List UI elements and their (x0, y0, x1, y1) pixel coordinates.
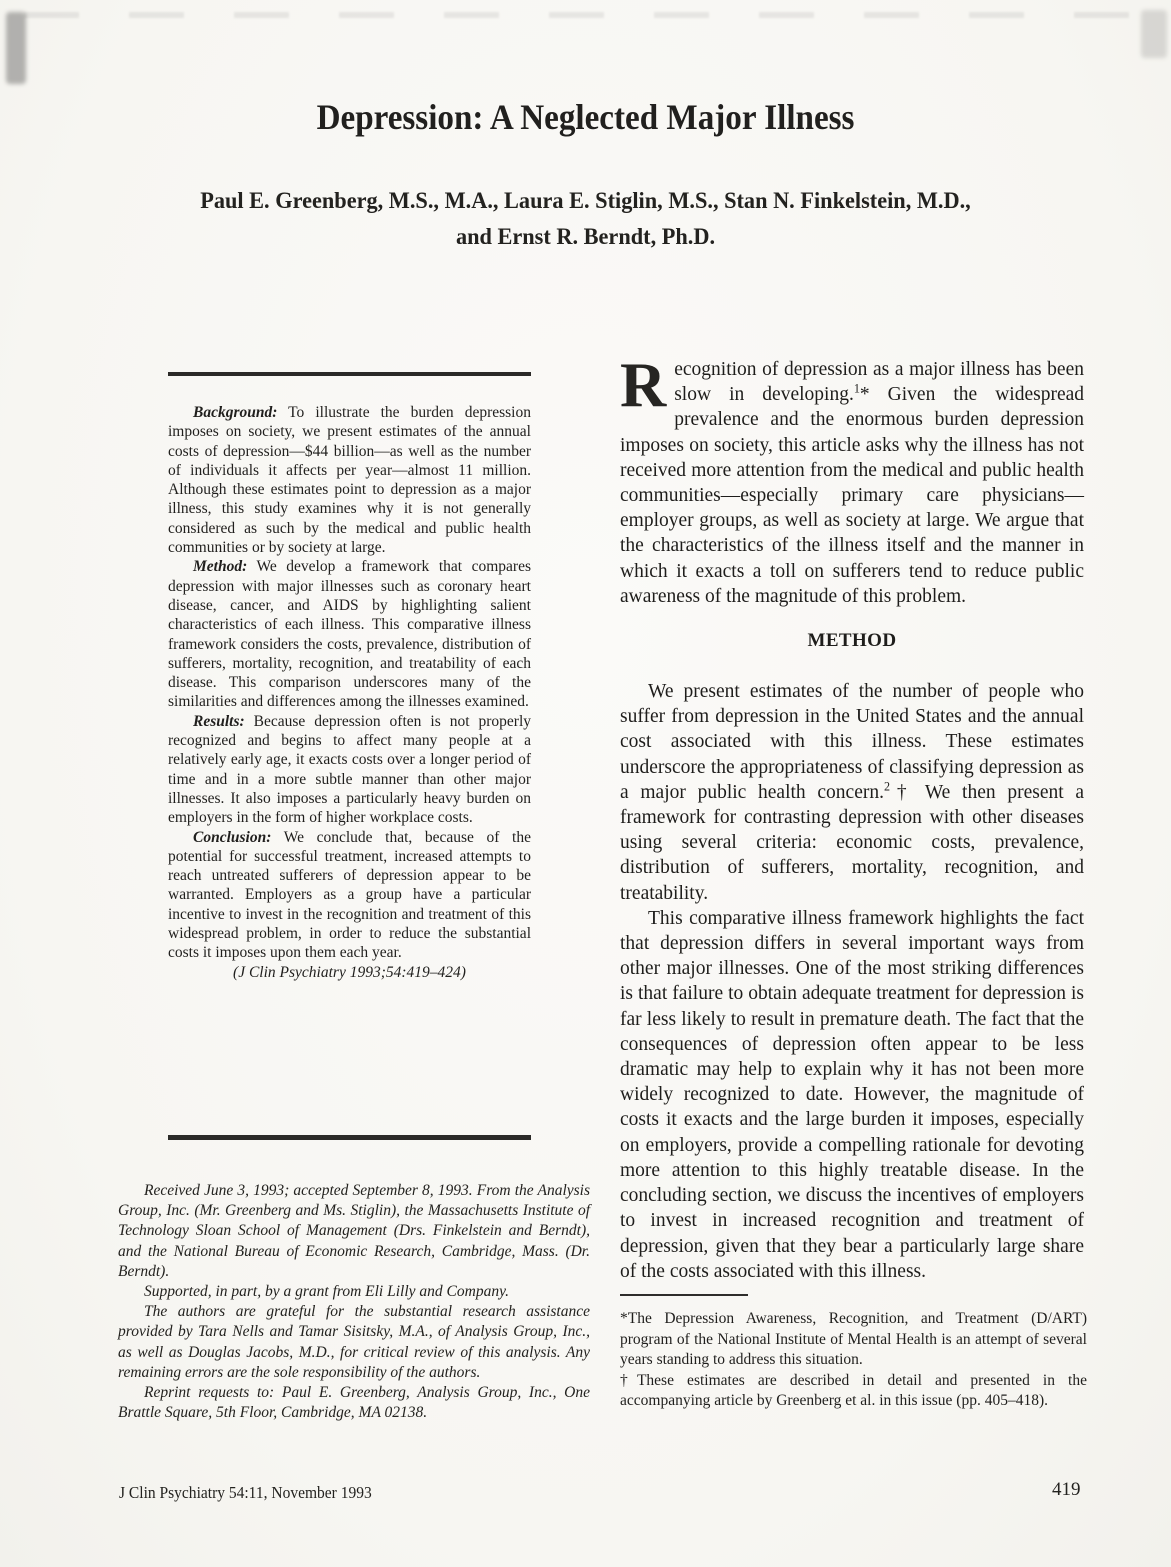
abstract-method-text: We develop a framework that compares depression with major illnesses such as coronary heart disease, cancer, and AIDS by highlighting salient characteristics of each illness. This comparative illness framework considers the costs, prevalence, distribution of sufferers, mortality, recognition, and treatability of each disease. This comparison underscores many of the similarities and differences among the illnesses examined. (168, 558, 531, 711)
scan-artifact-left-smudge (6, 12, 26, 84)
method-section-heading: METHOD (807, 630, 897, 652)
method-paragraph-1-part2: † We then present a framework for contrasting depression with other diseases using several criteria: economic costs, prevalence, distribution of sufferers, mortality, recognition, and treatability. (620, 781, 1085, 904)
footnote-asterisk: *The Depression Awareness, Recognition, and Treatment (D/ART) program of the National Institute of Mental Health is an attempt of several years standing to address this situation. (620, 1310, 1087, 1368)
author-byline-line1: Paul E. Greenberg, M.S., M.A., Laura E. Stiglin, M.S., Stan N. Finkelstein, M.D., (200, 188, 971, 213)
abstract-bottom-rule (168, 1135, 531, 1140)
affiliation-acknowledgments: The authors are grateful for the substantial research assistance provided by Tara Nells and Tamar Sisitsky, M.A., of Analysis Group, Inc., as well as Douglas Jacobs, M.D., for critical review of this analysis. Any remaining errors are the sole responsibility of the authors. (118, 1303, 590, 1381)
abstract-conclusion-paragraph (168, 828, 531, 963)
abstract-column (168, 372, 531, 1142)
intro-paragraph (620, 349, 1085, 609)
footnote-dagger: †These estimates are described in detail and presented in the accompanying article by Greenberg et al. in this issue (pp. 405–418). (620, 1371, 1087, 1409)
abstract-top-rule (168, 372, 531, 376)
abstract-citation: (J Clin Psychiatry 1993;54:419–424) (233, 963, 466, 981)
affiliation-received: Received June 3, 1993; accepted September 8, 1993. From the Analysis Group, Inc. (Mr. Greenberg and Ms. Stiglin), the Massachusetts Institute of Technology Sloan School of Management (Drs. Finkelstein and Berndt), and the National Bureau of Economic Research, Cambridge, Mass. (Dr. Berndt). (118, 1182, 590, 1280)
abstract-results-paragraph (168, 712, 531, 828)
journal-footer-citation: J Clin Psychiatry 54:11, November 1993 (119, 1483, 372, 1502)
abstract-conclusion-text: We conclude that, because of the potential for successful treatment, increased attempts to reach untreated sufferers of depression appear to be warranted. Employers as a group have a particular incentive to invest in the recognition and treatment of this widespread problem, in order to reduce the substantial costs it imposes upon them each year. (168, 828, 531, 962)
abstract-results-text: Because depression often is not properly recognized and begins to affect many people at a relatively early age, it exacts costs over a longer period of time and in a more subtle manner than other major illnesses. It also imposes a particularly heavy burden on employers in the form of higher workplace costs. (168, 712, 531, 827)
abstract-method-paragraph (168, 557, 531, 711)
abstract-background-paragraph (168, 403, 531, 557)
page-number: 419 (1052, 1479, 1081, 1500)
affiliation-supported: Supported, in part, by a grant from Eli Lilly and Company. (144, 1283, 509, 1301)
scan-artifact-right-smudge (1141, 10, 1167, 58)
abstract-results-label: Results: (193, 712, 245, 730)
intro-text-part1: ecognition of depression as a major illness has been slow in developing. (674, 359, 1084, 406)
drop-cap: R (620, 349, 667, 420)
intro-reference-1: 1 (853, 381, 860, 396)
affiliation-footnotes (118, 1181, 590, 1423)
abstract-method-label: Method: (193, 558, 248, 576)
page-title: Depression: A Neglected Major Illness (316, 97, 855, 137)
intro-text-part2: * Given the widespread prevalence and the enormous burden depression imposes on society, this article asks why the illness has not received more attention from the medical and public health communities—especially primary care physicians—employer groups, as well as society at large. We argue that the characteristics of the illness itself and the manner in which it exacts a toll on sufferers tend to reduce public awareness of the magnitude of this problem. (620, 384, 1085, 607)
abstract-background-text: To illustrate the burden depression imposes on society, we present estimates of the annual costs of depression—$44 billion—as well as the number of individuals it affects per year—almost 11 million. Although these estimates point to depression as a major illness, this study examines why it is not generally considered as such by the medical and public health communities or by society at large. (168, 404, 531, 557)
page-footnotes (620, 1294, 1087, 1412)
author-byline-line2: and Ernst R. Berndt, Ph.D. (455, 224, 716, 249)
method-paragraph-1 (620, 679, 1084, 906)
footnote-divider-rule (620, 1294, 748, 1296)
scan-artifact-top-edge (24, 12, 1147, 18)
method-paragraph-1-part1: We present estimates of the number of people who suffer from depression in the United States and the annual cost associated with this illness. These estimates underscore the appropriateness of classifying depression as a major public health concern. (620, 681, 1084, 803)
affiliation-reprint-requests: Reprint requests to: Paul E. Greenberg, Analysis Group, Inc., One Brattle Square, 5th Floor, Cambridge, MA 02138. (118, 1384, 590, 1422)
method-reference-2: 2 (883, 779, 891, 794)
abstract-conclusion-label: Conclusion: (193, 828, 272, 846)
author-byline (18, 183, 1154, 255)
main-text-column (620, 349, 1085, 1284)
abstract-background-label: Background: (193, 404, 278, 421)
method-paragraph-2: This comparative illness framework highlights the fact that depression differs in several important ways from other major illnesses. One of the most striking differences is that failure to obtain adequate treatment for depression is far less likely to result in premature death. The fact that the consequences of depression often appear to be less dramatic may help to explain why it has not been more widely recognized to date. However, the magnitude of costs it exacts and the large burden it imposes, especially on employers, provide a compelling rationale for devoting more attention to this highly treatable disease. In the concluding section, we discuss the incentives of employers to invest in increased recognition and treatment of depression, given that they bear a particularly large share of the costs associated with this illness. (620, 907, 1084, 1282)
abstract-text (168, 403, 531, 982)
